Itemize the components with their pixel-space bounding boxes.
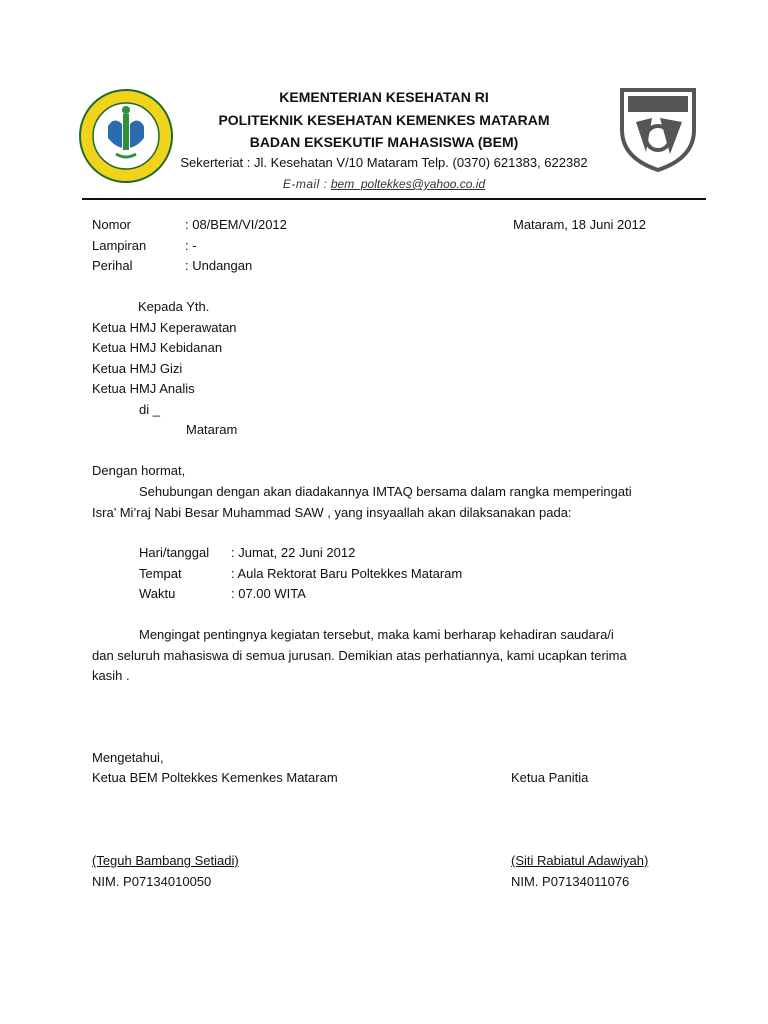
email-label: E-mail : xyxy=(282,177,328,191)
header-address: Sekerteriat : Jl. Kesehatan V/10 Mataram Telp. (0370) 621383, 622382 xyxy=(180,155,588,170)
perihal-label: Perihal xyxy=(92,258,133,273)
header-institution: POLITEKNIK KESEHATAN KEMENKES MATARAM xyxy=(218,112,550,128)
salutation: Dengan hormat, xyxy=(92,463,186,478)
recipient-item: Ketua HMJ Kebidanan xyxy=(92,340,223,355)
recipient-item: Ketua HMJ Analis xyxy=(92,381,195,396)
acknowledged-label: Mengetahui, xyxy=(92,750,164,765)
paragraph-2-line-1: Mengingat pentingnya kegiatan tersebut, maka kami berharap kehadiran saudara/i xyxy=(139,627,614,642)
header-ministry: KEMENTERIAN KESEHATAN RI xyxy=(279,89,489,105)
paragraph-2-line-2: dan seluruh mahasiswa di semua jurusan. Demikian atas perhatiannya, kami ucapkan terima xyxy=(92,648,627,663)
recipient-place: Mataram xyxy=(186,422,238,437)
nomor-value: : 08/BEM/VI/2012 xyxy=(185,217,287,232)
right-signatory-nim: NIM. P07134011076 xyxy=(511,874,630,889)
detail-value-place: : Aula Rektorat Baru Poltekkes Mataram xyxy=(231,566,463,581)
recipient-item: Ketua HMJ Keperawatan xyxy=(92,320,237,335)
paragraph-2-line-3: kasih . xyxy=(92,668,130,683)
left-signatory-name: (Teguh Bambang Setiadi) xyxy=(92,853,239,868)
paragraph-1-line-2: Isra’ Mi’raj Nabi Besar Muhammad SAW , yang insyaallah akan dilaksanakan pada: xyxy=(92,505,572,520)
paragraph-1-line-1: Sehubungan dengan akan diadakannya IMTAQ bersama dalam rangka memperingati xyxy=(139,484,632,499)
lampiran-label: Lampiran xyxy=(92,238,147,253)
detail-value-time: : 07.00 WITA xyxy=(231,586,306,601)
lampiran-value: : - xyxy=(185,238,197,253)
detail-label-time: Waktu xyxy=(139,586,176,601)
right-signatory-name: (Siti Rabiatul Adawiyah) xyxy=(511,853,649,868)
header-bem: BADAN EKSEKUTIF MAHASISWA (BEM) xyxy=(249,134,519,150)
nomor-label: Nomor xyxy=(92,217,132,232)
perihal-value: : Undangan xyxy=(185,258,253,273)
recipient-greeting: Kepada Yth. xyxy=(138,299,210,314)
email-link[interactable]: bem_poltekkes@yahoo.co.id xyxy=(330,177,486,191)
left-signatory-nim: NIM. P07134010050 xyxy=(92,874,212,889)
detail-label-place: Tempat xyxy=(139,566,182,581)
detail-value-date: : Jumat, 22 Juni 2012 xyxy=(231,545,356,560)
right-signatory-title: Ketua Panitia xyxy=(511,770,589,785)
recipient-item: Ketua HMJ Gizi xyxy=(92,361,183,376)
header-email xyxy=(0,176,768,192)
recipient-di: di _ xyxy=(139,402,160,417)
detail-label-date: Hari/tanggal xyxy=(139,545,210,560)
header-divider xyxy=(82,198,706,200)
left-signatory-title: Ketua BEM Poltekkes Kemenkes Mataram xyxy=(92,770,338,785)
letter-date: Mataram, 18 Juni 2012 xyxy=(513,217,646,232)
